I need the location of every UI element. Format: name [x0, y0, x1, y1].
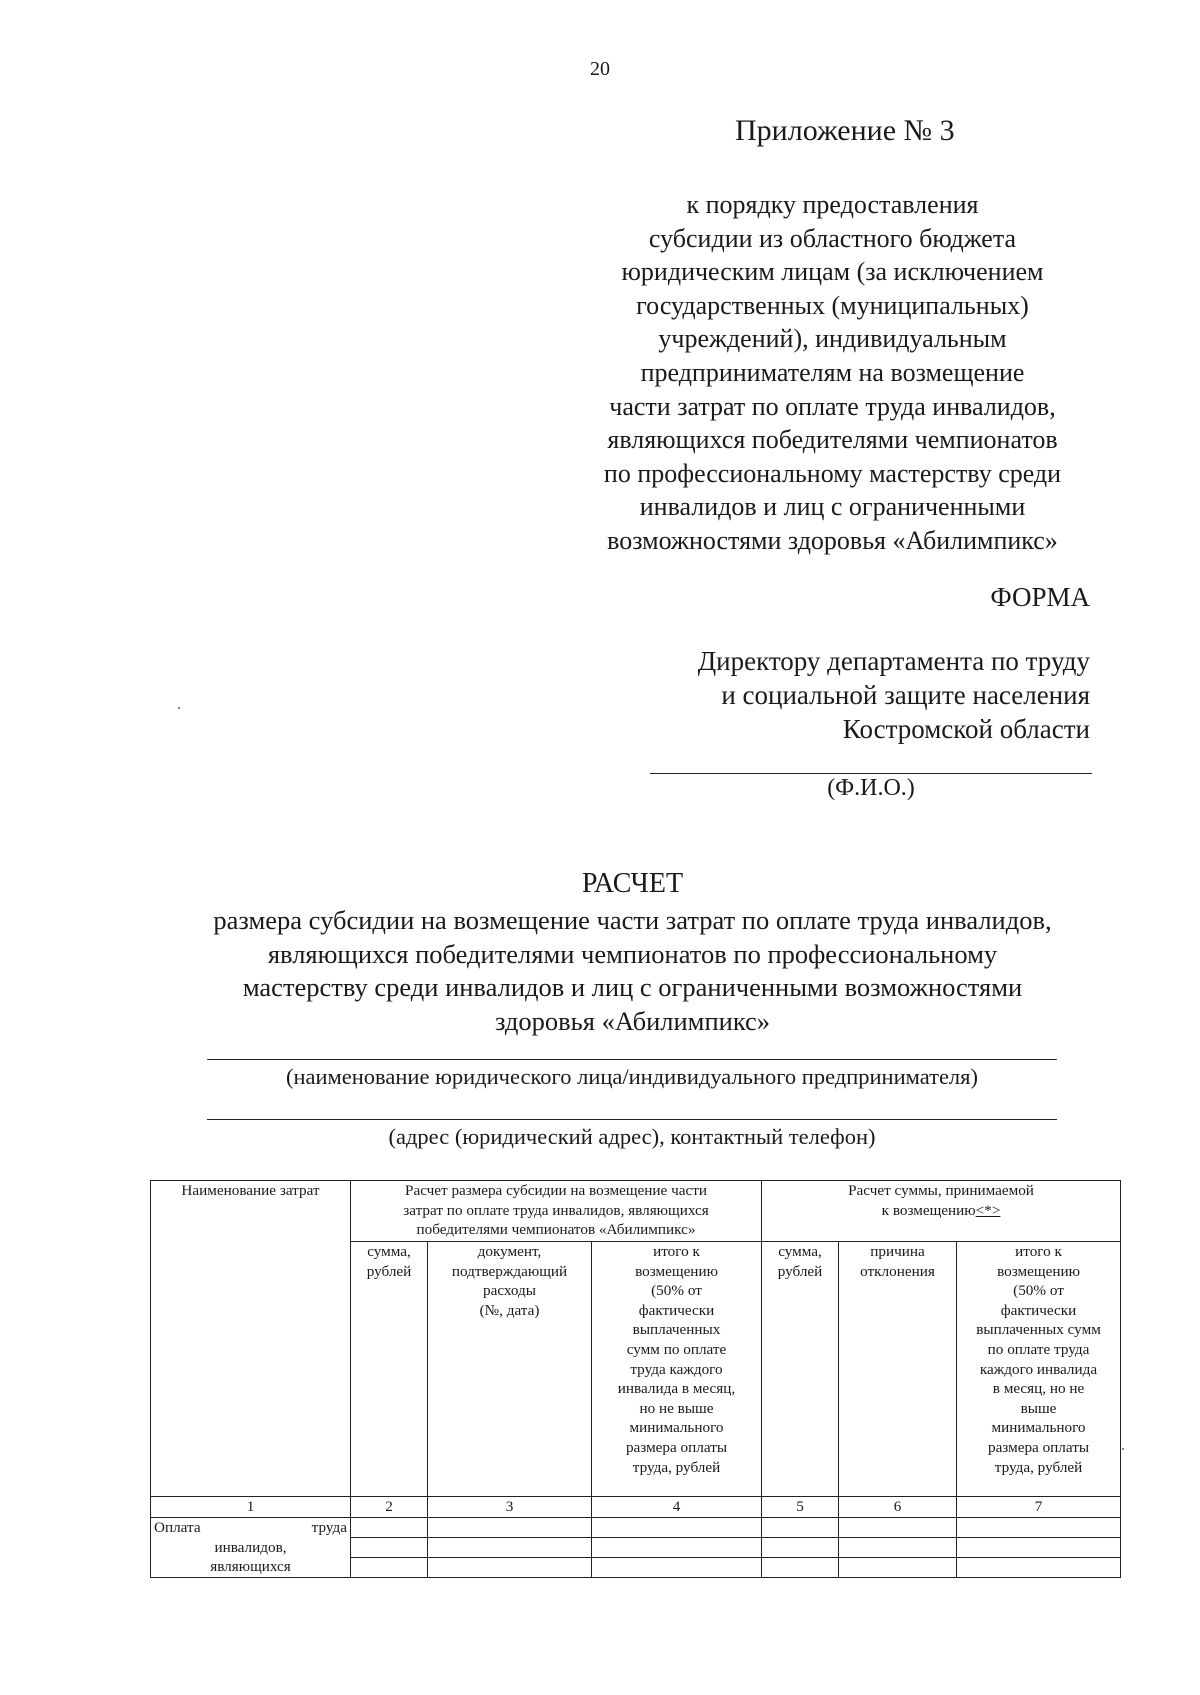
column-number: 6	[839, 1497, 957, 1518]
appendix-line: возможностями здоровья «Абилимпикс»	[607, 525, 1058, 555]
appendix-title: Приложение № 3	[735, 114, 955, 147]
table-cell[interactable]	[839, 1518, 957, 1578]
row-label-disabled-labor: Оплата труда инвалидов, являющихся	[151, 1518, 351, 1578]
appendix-line: учреждений), индивидуальным	[658, 324, 1007, 354]
calculation-table	[150, 1180, 1121, 1578]
appendix-line: по профессиональному мастерству среди	[603, 458, 1062, 488]
column-number: 7	[957, 1497, 1121, 1518]
header-subsidy-calc: Расчет размера субсидии на возмещение части затрат по оплате труда инвалидов, являющихся победителями чемпионатов «Абилимпикс»	[351, 1181, 762, 1242]
appendix-line: юридическим лицам (за исключением	[621, 257, 1044, 287]
table-cell[interactable]	[592, 1518, 762, 1578]
header-total-1: итого к возмещению (50% от фактически выплаченных сумм по оплате труда каждого инвалида в месяц, но не выше минимального размера оплаты труда, рублей	[592, 1242, 762, 1497]
column-number: 1	[151, 1497, 351, 1518]
column-number: 4	[592, 1497, 762, 1518]
header-document: документ, подтверждающий расходы (№, дата)	[428, 1242, 592, 1497]
calc-subtitle	[150, 904, 1115, 1038]
appendix-description	[570, 188, 1095, 558]
header-sum-1: сумма, рублей	[351, 1242, 428, 1497]
page-number: 20	[590, 58, 610, 80]
address-label: (адрес (юридический адрес), контактный телефон)	[388, 1124, 876, 1149]
header-cost-name: Наименование затрат	[151, 1181, 351, 1497]
calc-subtitle-line: размера субсидии на возмещение части затрат по оплате труда инвалидов,	[213, 905, 1052, 935]
appendix-line: государственных (муниципальных)	[636, 290, 1029, 320]
column-number: 2	[351, 1497, 428, 1518]
header-reimbursement-calc: Расчет суммы, принимаемой к возмещению<*>	[762, 1181, 1121, 1242]
addressee-line: и социальной защите населения	[721, 680, 1090, 710]
header-deviation-reason: причина отклонения	[839, 1242, 957, 1497]
appendix-line: субсидии из областного бюджета	[648, 223, 1017, 253]
addressee-block	[698, 644, 1090, 746]
appendix-line: к порядку предоставления	[686, 190, 979, 219]
addressee-line: Костромской области	[842, 714, 1090, 744]
calc-subtitle-line: являющихся победителями чемпионатов по профессиональному	[267, 938, 998, 969]
column-number: 5	[762, 1497, 839, 1518]
scan-speck	[178, 707, 180, 709]
appendix-line: предпринимателям на возмещение	[640, 357, 1025, 387]
header-total-2: итого к возмещению (50% от фактически выплаченных сумм по оплате труда каждого инвалида в месяц, но не выше минимального размера оплаты труда, рублей	[957, 1242, 1121, 1497]
form-label: ФОРМА	[990, 582, 1090, 612]
column-number: 3	[428, 1497, 592, 1518]
appendix-line: части затрат по оплате труда инвалидов,	[609, 391, 1056, 421]
table-cell[interactable]	[762, 1518, 839, 1578]
org-name-blank-line	[207, 1059, 1057, 1060]
fio-blank-line	[650, 773, 1092, 774]
table-cell[interactable]	[428, 1518, 592, 1578]
addressee-line: Директору департамента по труду	[697, 646, 1090, 676]
fio-label: (Ф.И.О.)	[827, 775, 915, 801]
footnote-link[interactable]: <*>	[975, 1201, 1001, 1219]
calc-subtitle-line: здоровья «Абилимпикс»	[494, 1005, 771, 1036]
calc-title: РАСЧЕТ	[581, 868, 684, 899]
appendix-line: инвалидов и лиц с ограниченными	[639, 492, 1026, 522]
appendix-line: являющихся победителями чемпионатов	[607, 425, 1058, 455]
table-cell[interactable]	[351, 1518, 428, 1578]
scan-speck	[1122, 1448, 1124, 1450]
address-blank-line	[207, 1119, 1057, 1120]
header-sum-2: сумма, рублей	[762, 1242, 839, 1497]
org-name-label: (наименование юридического лица/индивидуального предпринимателя)	[285, 1064, 979, 1089]
calc-subtitle-line: мастерству среди инвалидов и лиц с ограниченными возможностями	[242, 972, 1023, 1002]
table-cell[interactable]	[957, 1518, 1121, 1578]
